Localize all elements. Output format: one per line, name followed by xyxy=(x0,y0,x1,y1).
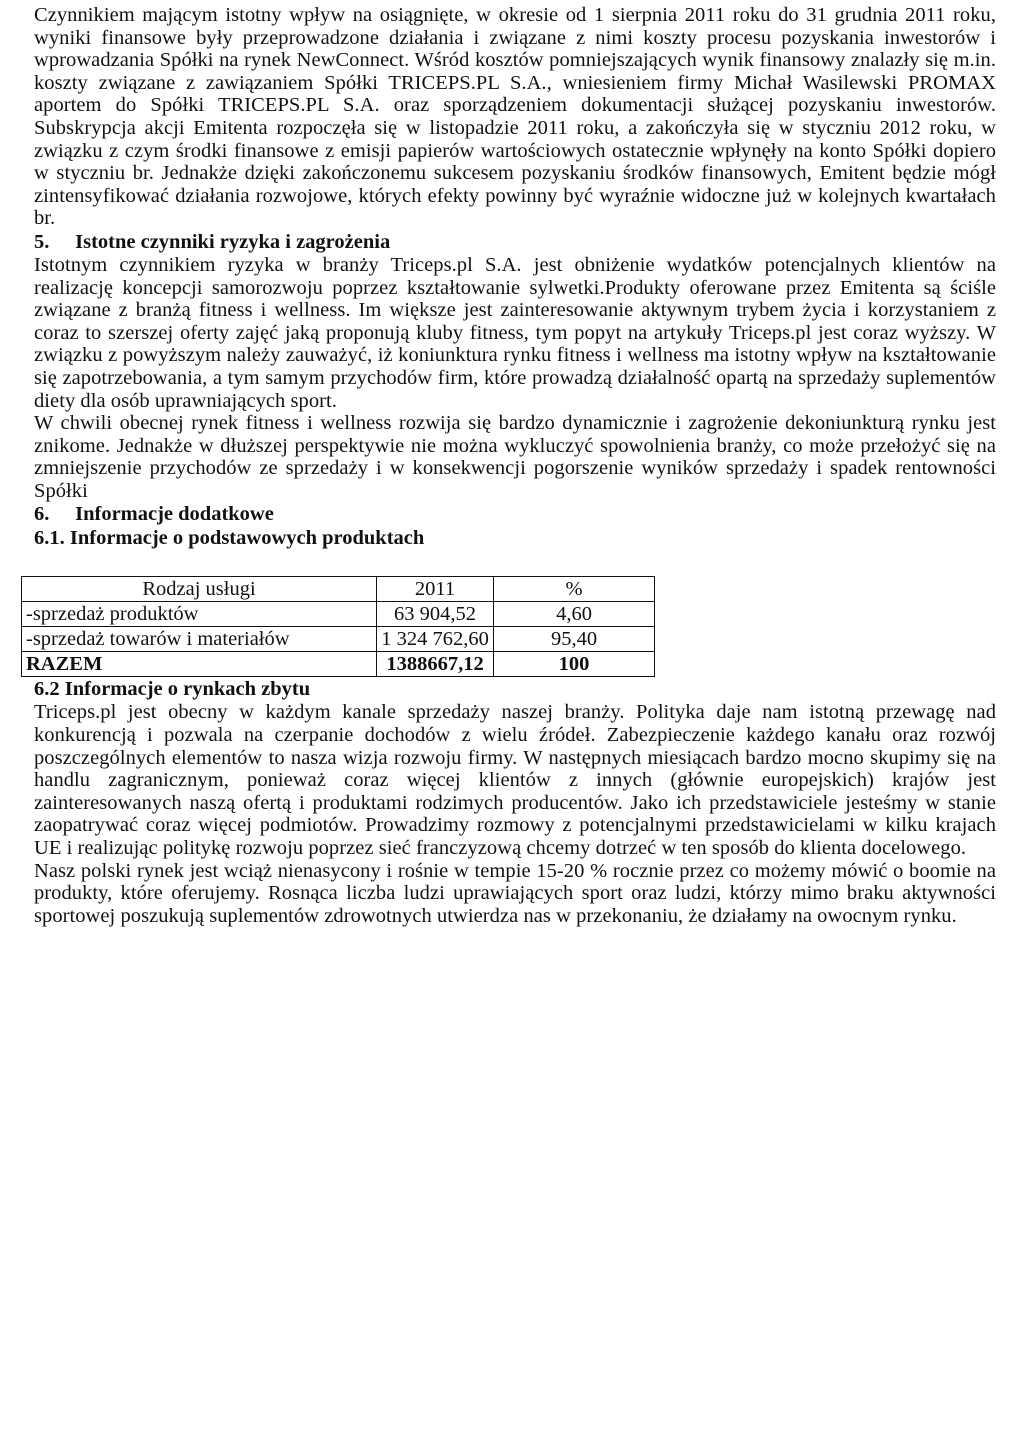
section-5-title: Istotne czynniki ryzyka i zagrożenia xyxy=(75,230,391,253)
table-header-cell: 2011 xyxy=(377,577,494,602)
section-6-heading xyxy=(34,502,996,526)
section-5-paragraph-2: W chwili obecnej rynek fitness i wellness rozwija się bardzo dynamicznie i zagrożenie dekoniunkturą rynku jest znikome. Jednakże w dłuższej perspektywie nie można wykluczyć spowolnienia branży, co może przełożyć się na zmniejszenie przychodów ze sprzedaży i w konsekwencji pogorszenie wyników sprzedaży i spadek rentowności Spółki xyxy=(34,412,996,502)
section-5-heading xyxy=(34,230,996,254)
table-header-cell: % xyxy=(494,577,655,602)
table-header-row xyxy=(22,577,655,602)
document-page xyxy=(26,4,996,927)
section-6-1-title: Informacje o podstawowych produktach xyxy=(69,527,425,550)
table-total-value: 1388667,12 xyxy=(377,652,494,677)
section-6-2-paragraph-2: Nasz polski rynek jest wciąż nienasycony i rośnie w tempie 15-20 % rocznie przez co możemy mówić o boomie na produkty, które oferujemy. Rosnąca liczba ludzi uprawiających sport oraz ludzi, którzy mimo braku aktywności sportowej poszukują suplementów zdrowotnych utwierdza nas w przekonaniu, że działamy na owocnym rynku. xyxy=(34,859,996,927)
section-6-2-paragraph-1: Triceps.pl jest obecny w każdym kanale sprzedaży naszej branży. Polityka daje nam istotną przewagę nad konkurencją i pozwala na czerpanie dochodów z wielu źródeł. Zabezpieczenie każdego kanału oraz rozwój poszczególnych elementów to nasza wizja rozwoju firmy. W następnych miesiącach bardzo mocno skupimy się na handlu zagranicznym, ponieważ coraz więcej klientów z innych (głównie europejskich) krajów jest zainteresowanych naszą ofertą i produktami rodzimych producentów. Jako ich przedstawiciele jesteśmy w stanie zaopatrywać coraz więcej podmiotów. Prowadzimy rozmowy z potencjalnymi przedstawicielami w kilku krajach UE i realizując politykę rozwoju poprzez sieć franczyzową chcemy dotrzeć w ten sposób do klienta docelowego. xyxy=(34,701,996,860)
intro-paragraph: Czynnikiem mającym istotny wpływ na osiągnięte, w okresie od 1 sierpnia 2011 roku do 31 grudnia 2011 roku, wyniki finansowe były przeprowadzone działania i związane z nimi koszty procesu pozyskania inwestorów i wprowadzania Spółki na rynek NewConnect. Wśród kosztów pomniejszających wynik finansowy znalazły się m.in. koszty związane z zawiązaniem Spółki TRICEPS.PL S.A., wniesieniem firmy Michał Wasilewski PROMAX aportem do Spółki TRICEPS.PL S.A. oraz sporządzeniem dokumentacji służącej pozyskaniu inwestorów. Subskrypcja akcji Emitenta rozpoczęła się w listopadzie 2011 roku, a zakończyła się w styczniu 2012 roku, w związku z czym środki finansowe z emisji papierów wartościowych ostatecznie wpłynęły na konto Spółki dopiero w styczniu br. Jednakże dzięki zakończonemu sukcesem pozyskaniu środków finansowych, Emitent będzie mógł zintensyfikować działania rozwojowe, których efekty powinny być wyraźnie widoczne już w kolejnych kwartałach br. xyxy=(34,4,996,230)
table-row xyxy=(22,627,655,652)
products-table xyxy=(21,576,655,677)
section-6-2-title: Informacje o rynkach zbytu xyxy=(64,678,311,701)
section-5-number: 5. xyxy=(34,230,50,253)
table-cell: -sprzedaż produktów xyxy=(22,602,377,627)
table-cell: 95,40 xyxy=(494,627,655,652)
table-row xyxy=(22,602,655,627)
table-total-row xyxy=(22,652,655,677)
table-total-label: RAZEM xyxy=(22,652,377,677)
section-6-1-number: 6.1. xyxy=(34,527,65,550)
table-cell: 4,60 xyxy=(494,602,655,627)
table-total-percent: 100 xyxy=(494,652,655,677)
table-cell: 63 904,52 xyxy=(377,602,494,627)
section-6-2-number: 6.2 xyxy=(34,678,60,701)
section-6-1-heading xyxy=(34,526,996,550)
table-header-cell: Rodzaj usługi xyxy=(22,577,377,602)
section-6-number: 6. xyxy=(34,503,50,526)
table-cell: 1 324 762,60 xyxy=(377,627,494,652)
section-5-paragraph-1: Istotnym czynnikiem ryzyka w branży Triceps.pl S.A. jest obniżenie wydatków potencjalnych klientów na realizację koncepcji samorozwoju poprzez kształtowanie sylwetki.Produkty oferowane przez Emitenta są ściśle związane z branżą fitness i wellness. Im większe jest zainteresowanie aktywnym trybem życia i korzystaniem z coraz to szerszej oferty zajęć jaką proponują kluby fitness, tym popyt na artykuły Triceps.pl jest coraz wyższy. W związku z powyższym należy zauważyć, iż koniunktura rynku fitness i wellness ma istotny wpływ na kształtowanie się zapotrzebowania, a tym samym przychodów firm, które prowadzą działalność opartą na sprzedaży suplementów diety dla osób uprawniających sport. xyxy=(34,253,996,412)
section-6-title: Informacje dodatkowe xyxy=(75,503,274,526)
table-cell: -sprzedaż towarów i materiałów xyxy=(22,627,377,652)
section-6-2-heading xyxy=(34,677,996,701)
